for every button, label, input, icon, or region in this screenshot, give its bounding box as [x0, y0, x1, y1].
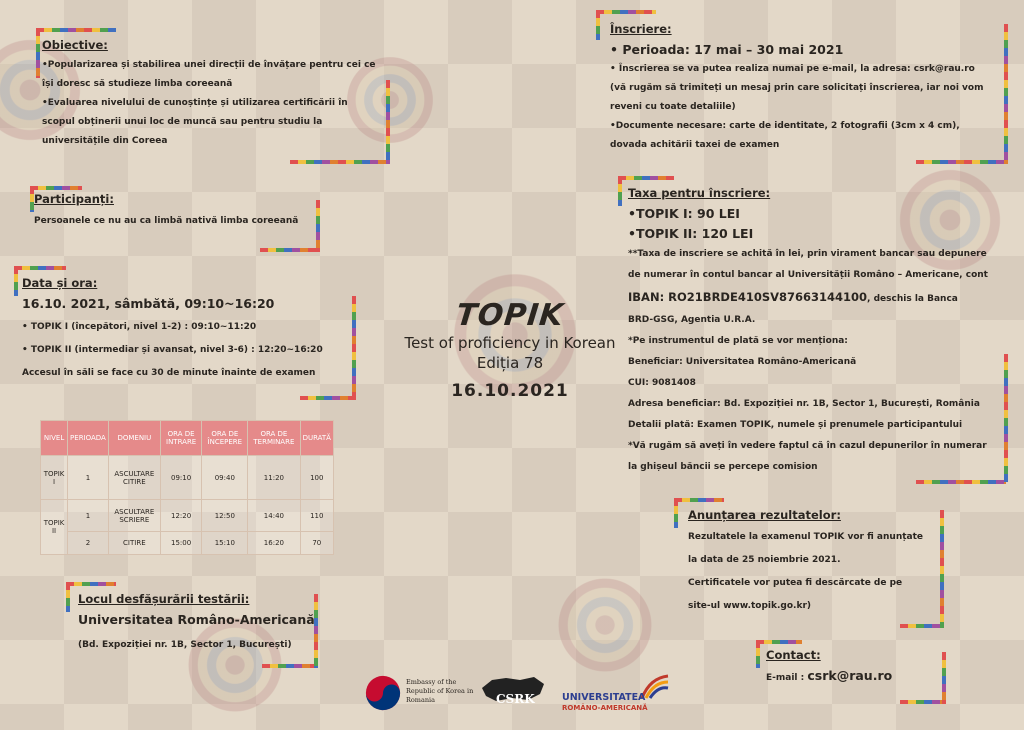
fee-line: Detalii plată: Examen TOPIK, numele și prenumele participantului [628, 420, 963, 430]
table-cell: 100 [300, 456, 333, 500]
registration-heading: Înscriere: [610, 22, 672, 36]
table-cell: 14:40 [248, 500, 300, 532]
contact-section [766, 648, 946, 688]
contact-email-label: E-mail : [766, 673, 808, 683]
date-time-heading: Data și ora: [22, 276, 98, 290]
fee-note: **Taxa de inscriere se achită în lei, prin virament bancar sau depunere [628, 249, 987, 259]
date-line: Accesul în săli se face cu 30 de minute înainte de examen [22, 368, 316, 378]
topik-date: 16.10.2021 [451, 381, 569, 401]
objective-item: •Evaluarea nivelului de cunoștințe și utilizarea certificării în scopul obținerii unui loc de muncă sau pentru studiu la universitățile din Coreea [42, 98, 348, 146]
date-line: • TOPIK II (intermediar și avansat, nivel 3-6) : 12:20~16:20 [22, 345, 323, 355]
objectives-section [42, 38, 382, 151]
results-line: site-ul www.topik.go.kr) [688, 601, 811, 611]
fee-line: la ghișeul băncii se percepe comision [628, 462, 818, 472]
fee-iban: IBAN: RO21BRDE410SV87663144100 [628, 290, 868, 304]
objectives-heading: Obiective: [42, 38, 108, 52]
column-header: DOMENIU [108, 421, 160, 456]
fee-iban-tail: , deschis la Banca [867, 294, 958, 304]
results-line: la data de 25 noiembrie 2021. [688, 555, 841, 565]
location-heading: Locul desfășurării testării: [78, 592, 250, 606]
table-cell: 16:20 [248, 532, 300, 555]
fee-bank: BRD-GSG, Agentia U.R.A. [628, 315, 756, 325]
table-cell: TOPIK II [41, 500, 68, 555]
table-cell: 09:40 [202, 456, 248, 500]
registration-line: (vă rugăm să trimiteți un mesaj prin care solicitați înscrierea, iar noi vom [610, 83, 984, 93]
fee-iban-line [628, 286, 1008, 310]
table-cell: 12:50 [202, 500, 248, 532]
ura-text-1: UNIVERSITATEA [562, 692, 646, 703]
location-address: (Bd. Expoziției nr. 1B, Sector 1, București) [78, 640, 292, 650]
decorative-rosette [540, 560, 670, 690]
ura-logo [562, 674, 682, 718]
column-header: ORA DE TERMINARE [248, 421, 300, 456]
table-cell: 2 [68, 532, 109, 555]
table-cell: 1 [68, 456, 109, 500]
table-cell: ASCULTARE CITIRE [108, 456, 160, 500]
participants-heading: Participanți: [34, 192, 114, 206]
fee-topik2: •TOPIK II: 120 LEI [628, 226, 754, 241]
participants-section [34, 192, 324, 231]
table-cell: ASCULTARE SCRIERE [108, 500, 160, 532]
contact-email[interactable]: csrk@rau.ro [807, 668, 893, 683]
results-heading: Anunțarea rezultatelor: [688, 508, 841, 522]
table-cell: 15:10 [202, 532, 248, 555]
table-cell: 110 [300, 500, 333, 532]
csrk-text: CSRK [496, 692, 535, 706]
table-cell: 15:00 [160, 532, 202, 555]
results-line: Certificatele vor putea fi descărcate de pe [688, 578, 903, 588]
participants-text: Persoanele ce nu au ca limbă nativă limba coreeană [34, 216, 299, 226]
schedule-table [40, 420, 334, 555]
column-header: NIVEL [41, 421, 68, 456]
fee-line: *Pe instrumentul de plată se vor menționa: [628, 336, 848, 346]
table-cell: 11:20 [248, 456, 300, 500]
location-name: Universitatea Româno-Americană [78, 612, 315, 627]
registration-period: • Perioada: 17 mai – 30 mai 2021 [610, 42, 844, 57]
results-line: Rezultatele la examenul TOPIK vor fi anunțate [688, 532, 924, 542]
table-cell: 12:20 [160, 500, 202, 532]
topik-logo: TOPIK [454, 298, 566, 333]
registration-section [610, 22, 1010, 155]
embassy-logo [364, 672, 474, 716]
table-row [41, 500, 334, 532]
fee-line: Adresa beneficiar: Bd. Expoziției nr. 1B, Sector 1, București, România [628, 399, 980, 409]
table-row [41, 532, 334, 555]
table-row [41, 456, 334, 500]
registration-line: •Documente necesare: carte de identitate, 2 fotografii (3cm x 4 cm), [610, 121, 960, 131]
exam-date: 16.10. 2021, sâmbătă, 09:10~16:20 [22, 296, 275, 311]
location-section [78, 592, 318, 655]
column-header: ORA DE ÎNCEPERE [202, 421, 248, 456]
date-line: • TOPIK I (începători, nivel 1-2) : 09:10~11:20 [22, 322, 257, 332]
table-cell: CITIRE [108, 532, 160, 555]
registration-line: dovada achitării taxei de examen [610, 140, 780, 150]
embassy-text: Embassy of the Republic of Korea in Romania [406, 678, 474, 704]
topik-subtitle: Test of proficiency in Korean [404, 334, 616, 352]
fee-line: CUI: 9081408 [628, 378, 696, 388]
date-time-section [22, 276, 352, 383]
topik-edition: Ediția 78 [476, 354, 544, 372]
fee-section [628, 186, 1008, 478]
table-cell: 1 [68, 500, 109, 532]
fee-line: *Vă rugăm să aveți în vedere faptul că în cazul depunerilor în numerar [628, 441, 987, 451]
objective-item: •Popularizarea și stabilirea unei direcții de învățare pentru cei ce își doresc să studieze limba coreeană [42, 60, 376, 89]
ura-text-2: ROMÂNO-AMERICANĂ [562, 704, 648, 712]
topik-title-block [380, 298, 640, 401]
table-cell: 09:10 [160, 456, 202, 500]
column-header: PERIOADA [68, 421, 109, 456]
contact-heading: Contact: [766, 648, 821, 662]
registration-line: reveni cu toate detaliile) [610, 102, 736, 112]
fee-note: de numerar în contul bancar al Universității Româno – Americane, cont [628, 270, 988, 280]
fee-topik1: •TOPIK I: 90 LEI [628, 206, 740, 221]
csrk-logo [478, 674, 548, 714]
korea-taegeuk-icon [364, 674, 402, 712]
table-cell: TOPIK I [41, 456, 68, 500]
results-section [688, 508, 948, 618]
fee-line: Beneficiar: Universitatea Româno-Americană [628, 357, 857, 367]
column-header: ORA DE INTRARE [160, 421, 202, 456]
column-header: DURATĂ [300, 421, 333, 456]
table-cell: 70 [300, 532, 333, 555]
fee-heading: Taxa pentru înscriere: [628, 186, 771, 200]
contact-line [766, 666, 946, 688]
table-header-row [41, 421, 334, 456]
registration-line: • Înscrierea se va putea realiza numai pe e-mail, la adresa: csrk@rau.ro [610, 64, 975, 74]
